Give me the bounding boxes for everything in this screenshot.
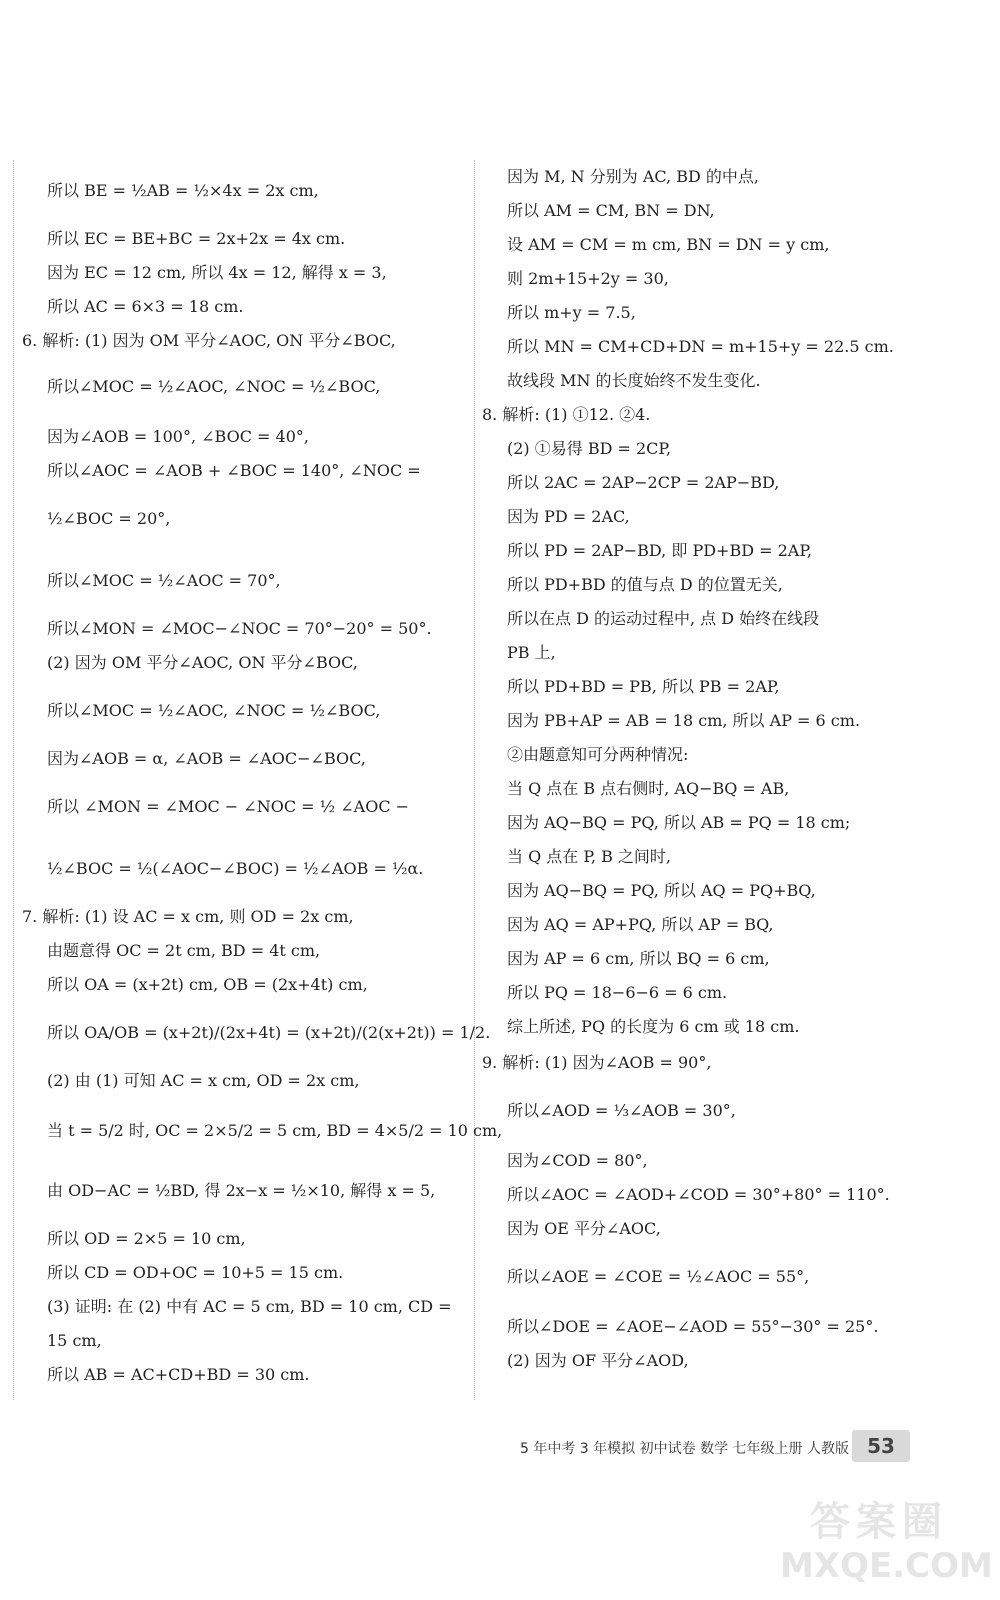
watermark-text-bottom: MXQE.COM bbox=[780, 1546, 993, 1586]
text-line: 所以∠MOC = ½∠AOC, ∠NOC = ½∠BOC, bbox=[47, 377, 381, 396]
text-line: ½∠BOC = ½(∠AOC−∠BOC) = ½∠AOB = ½α. bbox=[47, 859, 424, 878]
footer-book-title: 5 年中考 3 年模拟 初中试卷 数学 七年级上册 人教版 bbox=[520, 1441, 849, 1457]
text-line: 所以 AB = AC+CD+BD = 30 cm. bbox=[47, 1365, 310, 1384]
text-line: 因为 EC = 12 cm, 所以 4x = 12, 解得 x = 3, bbox=[47, 263, 387, 282]
text-line: 所以 2AC = 2AP−2CP = 2AP−BD, bbox=[507, 473, 780, 492]
text-line: 所以∠MON = ∠MOC−∠NOC = 70°−20° = 50°. bbox=[47, 619, 432, 638]
text-line: ②由题意知可分两种情况: bbox=[507, 745, 689, 764]
text-line: (2) 因为 OF 平分∠AOD, bbox=[507, 1351, 689, 1370]
text-line: 则 2m+15+2y = 30, bbox=[507, 269, 669, 288]
text-line: 所以 OD = 2×5 = 10 cm, bbox=[47, 1229, 246, 1248]
text-line: 所以∠AOE = ∠COE = ½∠AOC = 55°, bbox=[507, 1267, 810, 1286]
text-line: 当 t = 5/2 时, OC = 2×5/2 = 5 cm, BD = 4×5/2 = 10 cm, bbox=[47, 1121, 503, 1140]
text-line: 所以 OA = (x+2t) cm, OB = (2x+4t) cm, bbox=[47, 975, 368, 994]
text-line: 所以∠MOC = ½∠AOC, ∠NOC = ½∠BOC, bbox=[47, 701, 381, 720]
text-line: 所以 BE = ½AB = ½×4x = 2x cm, bbox=[47, 181, 319, 200]
text-line: 当 Q 点在 P, B 之间时, bbox=[507, 847, 672, 866]
text-line: 所以 OA/OB = (x+2t)/(2x+4t) = (x+2t)/(2(x+2t)) = 1/2. bbox=[47, 1023, 491, 1042]
text-line: 所以∠AOD = ⅓∠AOB = 30°, bbox=[507, 1101, 736, 1120]
text-line: 由 OD−AC = ½BD, 得 2x−x = ½×10, 解得 x = 5, bbox=[47, 1181, 436, 1200]
left-margin-divider bbox=[13, 160, 14, 1400]
text-line: 15 cm, bbox=[47, 1331, 102, 1350]
text-line: 所以在点 D 的运动过程中, 点 D 始终在线段 bbox=[507, 609, 820, 628]
text-line: 所以 EC = BE+BC = 2x+2x = 4x cm. bbox=[47, 229, 346, 248]
text-line: 由题意得 OC = 2t cm, BD = 4t cm, bbox=[47, 941, 321, 960]
text-line: 所以 PD+BD 的值与点 D 的位置无关, bbox=[507, 575, 783, 594]
text-line: 因为 PB+AP = AB = 18 cm, 所以 AP = 6 cm. bbox=[507, 711, 861, 730]
text-line: 所以∠AOC = ∠AOB + ∠BOC = 140°, ∠NOC = bbox=[47, 461, 421, 480]
problem-6-heading: 6. 解析: (1) 因为 OM 平分∠AOC, ON 平分∠BOC, bbox=[22, 331, 396, 350]
text-line: 所以 AM = CM, BN = DN, bbox=[507, 201, 715, 220]
text-line: 因为 AQ = AP+PQ, 所以 AP = BQ, bbox=[507, 915, 774, 934]
text-line: 因为 OE 平分∠AOC, bbox=[507, 1219, 661, 1238]
problem-7-heading: 7. 解析: (1) 设 AC = x cm, 则 OD = 2x cm, bbox=[22, 907, 354, 926]
text-line: 所以∠DOE = ∠AOE−∠AOD = 55°−30° = 25°. bbox=[507, 1317, 879, 1336]
text-line: 所以∠MOC = ½∠AOC = 70°, bbox=[47, 571, 281, 590]
text-line: 因为∠AOB = α, ∠AOB = ∠AOC−∠BOC, bbox=[47, 749, 366, 768]
text-line: 综上所述, PQ 的长度为 6 cm 或 18 cm. bbox=[507, 1017, 800, 1036]
text-line: 所以 ∠MON = ∠MOC − ∠NOC = ½ ∠AOC − bbox=[47, 797, 410, 816]
text-line: 因为 AQ−BQ = PQ, 所以 AB = PQ = 18 cm; bbox=[507, 813, 851, 832]
text-line: 所以 PD+BD = PB, 所以 PB = 2AP, bbox=[507, 677, 780, 696]
problem-8-heading: 8. 解析: (1) ①12. ②4. bbox=[482, 405, 651, 424]
text-line: 因为 AP = 6 cm, 所以 BQ = 6 cm, bbox=[507, 949, 770, 968]
text-line: 因为 M, N 分别为 AC, BD 的中点, bbox=[507, 167, 759, 186]
text-line: 所以∠AOC = ∠AOD+∠COD = 30°+80° = 110°. bbox=[507, 1185, 890, 1204]
text-line: 所以 AC = 6×3 = 18 cm. bbox=[47, 297, 244, 316]
text-line: (2) ①易得 BD = 2CP, bbox=[507, 439, 672, 458]
text-line: PB 上, bbox=[507, 643, 556, 662]
column-divider bbox=[474, 160, 475, 1400]
text-line: (2) 由 (1) 可知 AC = x cm, OD = 2x cm, bbox=[47, 1071, 360, 1090]
problem-9-heading: 9. 解析: (1) 因为∠AOB = 90°, bbox=[482, 1053, 712, 1072]
text-line: 因为∠AOB = 100°, ∠BOC = 40°, bbox=[47, 427, 309, 446]
text-line: 因为 PD = 2AC, bbox=[507, 507, 630, 526]
text-line: 因为∠COD = 80°, bbox=[507, 1151, 648, 1170]
watermark-text-top: 答案圈 bbox=[810, 1499, 948, 1545]
text-line: 故线段 MN 的长度始终不发生变化. bbox=[507, 371, 761, 390]
watermark-logo bbox=[780, 1490, 993, 1590]
text-line: 所以 MN = CM+CD+DN = m+15+y = 22.5 cm. bbox=[507, 337, 894, 356]
text-line: 设 AM = CM = m cm, BN = DN = y cm, bbox=[507, 235, 830, 254]
text-line: (3) 证明: 在 (2) 中有 AC = 5 cm, BD = 10 cm, CD = bbox=[47, 1297, 452, 1316]
text-line: 因为 AQ−BQ = PQ, 所以 AQ = PQ+BQ, bbox=[507, 881, 816, 900]
text-line: (2) 因为 OM 平分∠AOC, ON 平分∠BOC, bbox=[47, 653, 358, 672]
text-line: 所以 m+y = 7.5, bbox=[507, 303, 636, 322]
text-line: 所以 PD = 2AP−BD, 即 PD+BD = 2AP, bbox=[507, 541, 812, 560]
text-line: ½∠BOC = 20°, bbox=[47, 509, 171, 528]
text-line: 所以 PQ = 18−6−6 = 6 cm. bbox=[507, 983, 728, 1002]
text-line: 当 Q 点在 B 点右侧时, AQ−BQ = AB, bbox=[507, 779, 790, 798]
page-number: 53 bbox=[852, 1430, 910, 1462]
text-line: 所以 CD = OD+OC = 10+5 = 15 cm. bbox=[47, 1263, 344, 1282]
